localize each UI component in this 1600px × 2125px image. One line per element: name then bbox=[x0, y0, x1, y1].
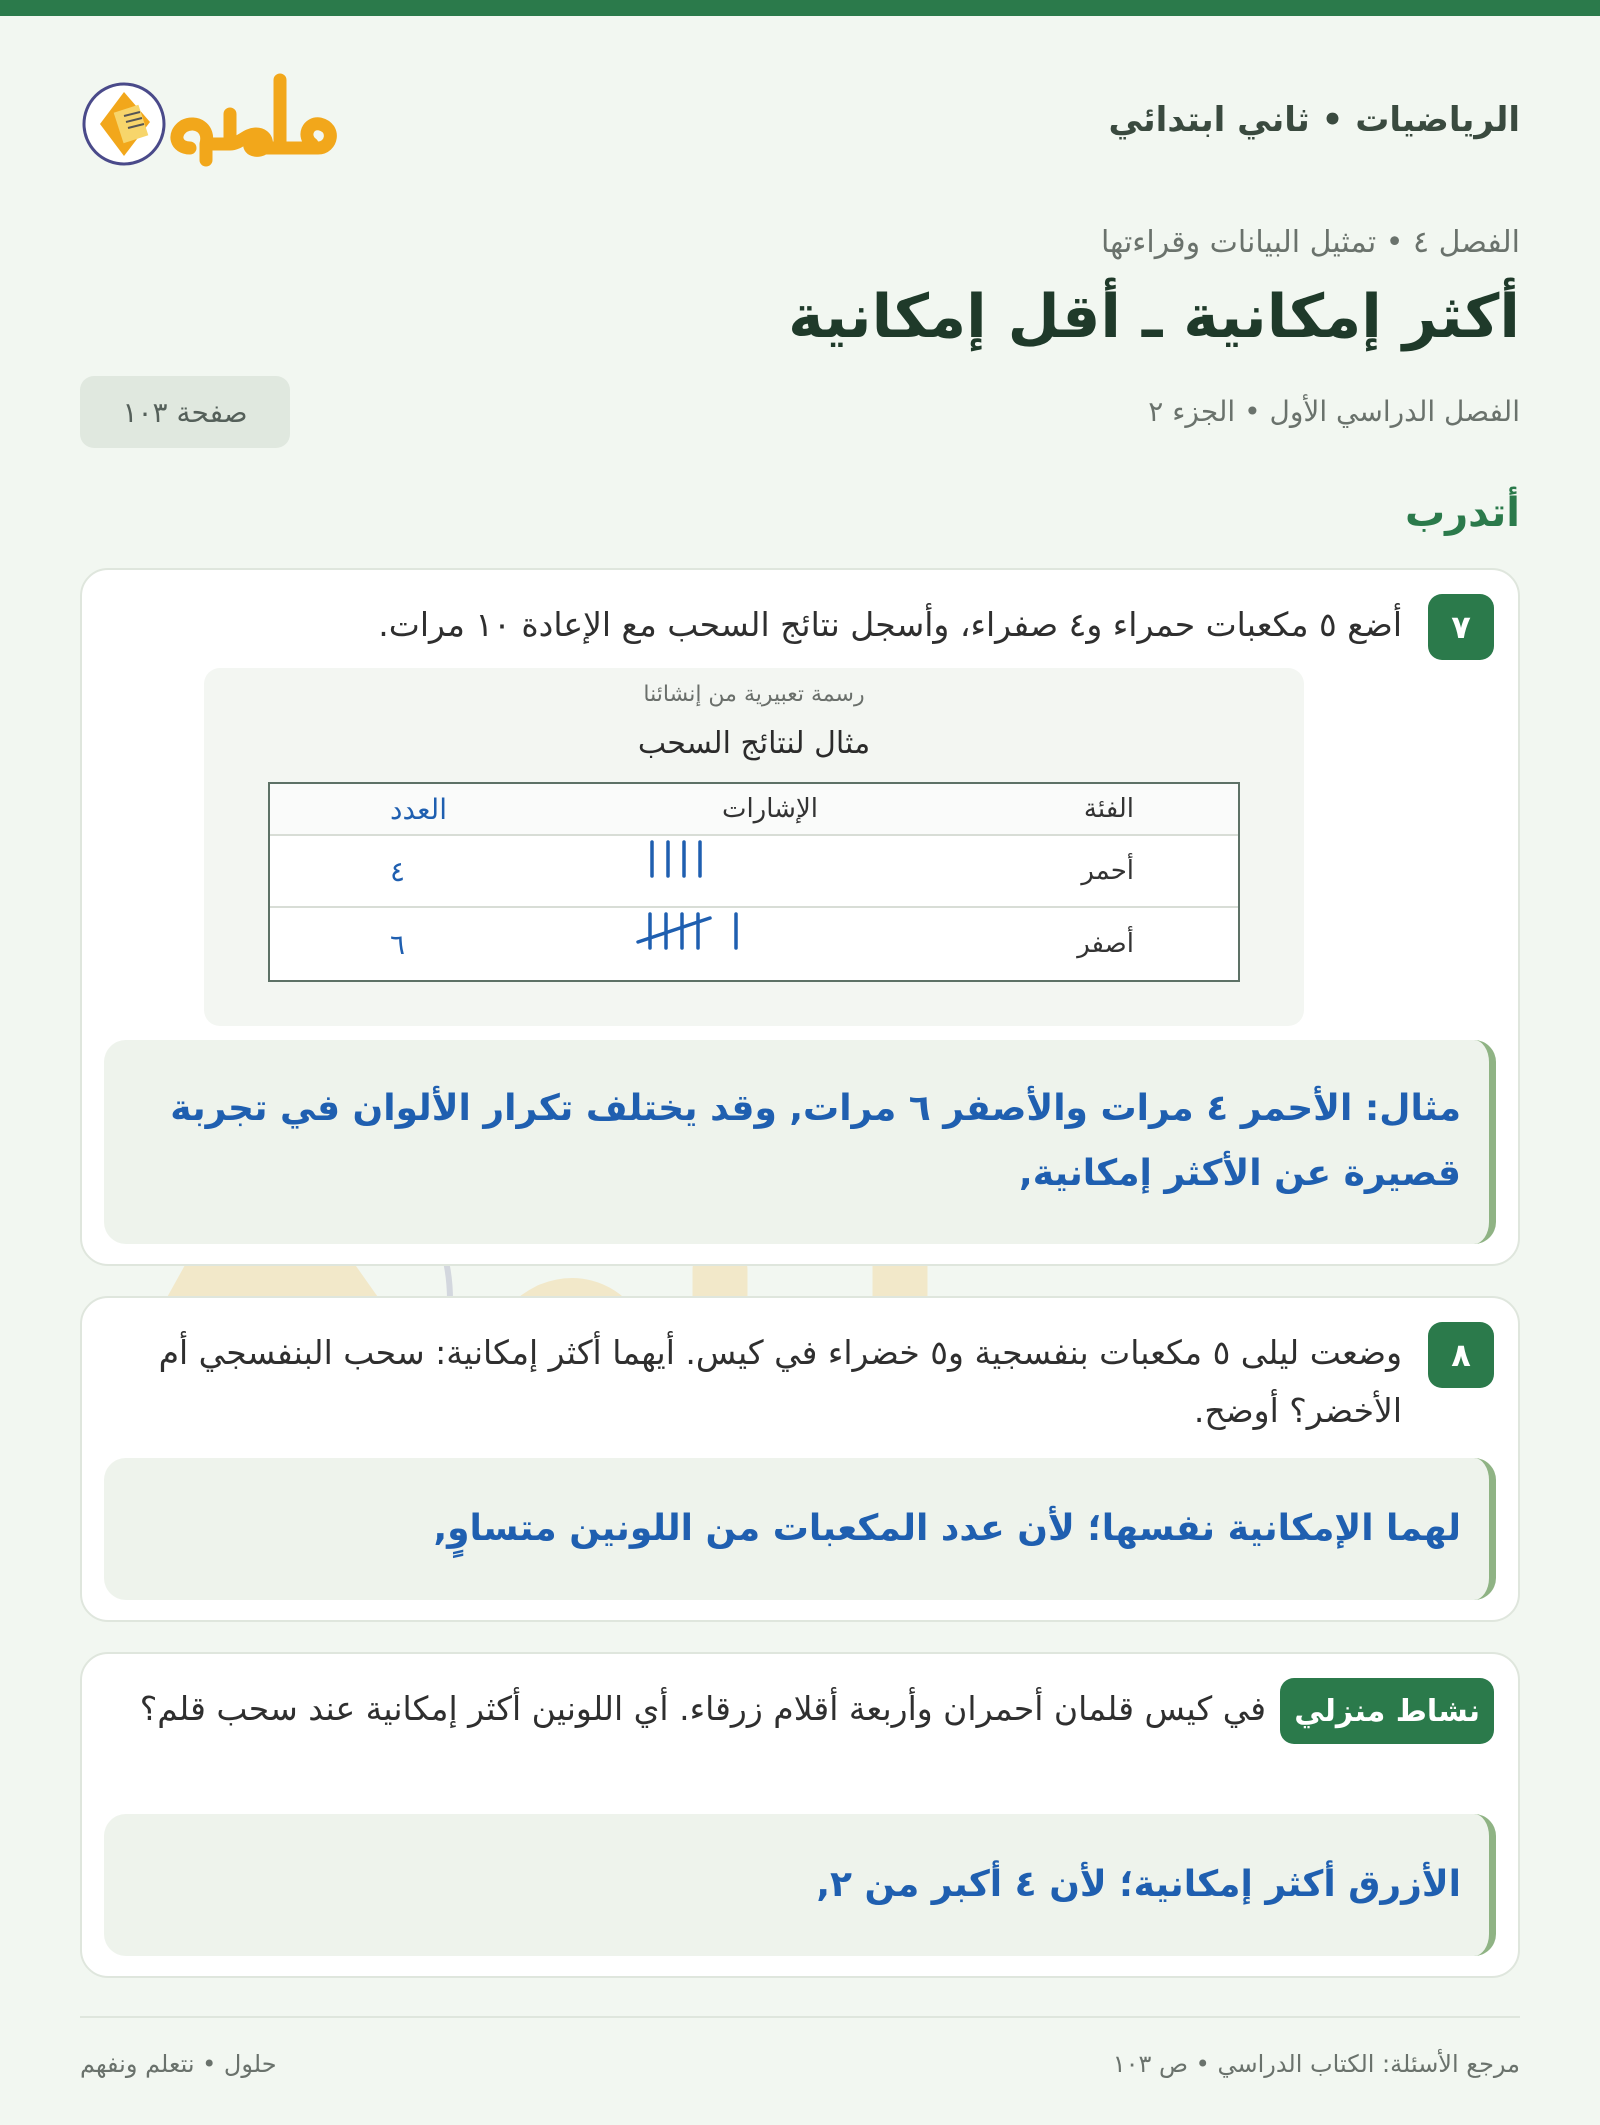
answer-box bbox=[104, 1458, 1496, 1600]
tally-row-yellow bbox=[270, 908, 1238, 980]
tally-table bbox=[268, 782, 1240, 982]
header-count: العدد bbox=[390, 792, 447, 826]
illustration-title: مثال لنتائج السحب bbox=[637, 726, 871, 761]
brand-logo bbox=[80, 64, 360, 184]
chapter-title: الفصل ٤ • تمثيل البيانات وقراءتها bbox=[1100, 225, 1520, 260]
illustration-note: رسمة تعبيرية من إنشائنا bbox=[643, 682, 865, 707]
top-accent-bar bbox=[0, 0, 1600, 16]
row-count: ٤ bbox=[390, 854, 406, 888]
header-category: الفئة bbox=[1083, 794, 1134, 824]
tally-row-red bbox=[270, 836, 1238, 908]
question-text: في كيس قلمان أحمران وأربعة أقلام زرقاء. أي اللونين أكثر إمكانية عند سحب قلم؟ bbox=[139, 1689, 1266, 1728]
question-number-badge: ٨ bbox=[1428, 1322, 1494, 1388]
question-text: أضع ٥ مكعبات حمراء و٤ صفراء، وأسجل نتائج السحب مع الإعادة ١٠ مرات. bbox=[378, 605, 1402, 644]
page-number-badge: صفحة ١٠٣ bbox=[80, 376, 290, 448]
row-category: أصفر bbox=[1077, 929, 1134, 959]
section-heading: أتدرب bbox=[1404, 490, 1520, 536]
row-count: ٦ bbox=[390, 927, 406, 961]
tally-marks-red bbox=[540, 836, 740, 908]
question-card-8 bbox=[80, 1296, 1520, 1622]
answer-text: مثال: الأحمر ٤ مرات والأصفر ٦ مرات, وقد يختلف تكرار الألوان في تجربة قصيرة عن الأكثر إمكانية, bbox=[170, 1088, 1461, 1194]
header-marks: الإشارات bbox=[721, 794, 818, 824]
home-activity-card bbox=[80, 1652, 1520, 1978]
answer-text: الأزرق أكثر إمكانية؛ لأن ٤ أكبر من ٢, bbox=[816, 1863, 1461, 1905]
page-title: أكثر إمكانية ـ أقل إمكانية bbox=[788, 282, 1520, 352]
footer-divider bbox=[80, 2016, 1520, 2018]
tally-marks-yellow bbox=[540, 908, 740, 980]
footer-brand: حلول • نتعلم ونفهم bbox=[80, 2050, 277, 2078]
tally-illustration bbox=[204, 668, 1304, 1026]
row-category: أحمر bbox=[1081, 856, 1134, 886]
question-number-badge: ٧ bbox=[1428, 594, 1494, 660]
answer-text: لهما الإمكانية نفسها؛ لأن عدد المكعبات من اللونين متساوٍ, bbox=[433, 1507, 1461, 1549]
home-activity-badge: نشاط منزلي bbox=[1280, 1678, 1494, 1744]
footer-reference: مرجع الأسئلة: الكتاب الدراسي • ص ١٠٣ bbox=[1112, 2050, 1520, 2078]
answer-box bbox=[104, 1814, 1496, 1956]
subject-grade: الرياضيات • ثاني ابتدائي bbox=[1108, 100, 1520, 140]
question-card-7 bbox=[80, 568, 1520, 1266]
term-info: الفصل الدراسي الأول • الجزء ٢ bbox=[1148, 395, 1520, 428]
answer-box bbox=[104, 1040, 1496, 1244]
question-text: وضعت ليلى ٥ مكعبات بنفسجية و٥ خضراء في كيس. أيهما أكثر إمكانية: سحب البنفسجي أم الأخضر؟ أوضح. bbox=[158, 1333, 1402, 1430]
tally-table-header bbox=[270, 784, 1238, 836]
